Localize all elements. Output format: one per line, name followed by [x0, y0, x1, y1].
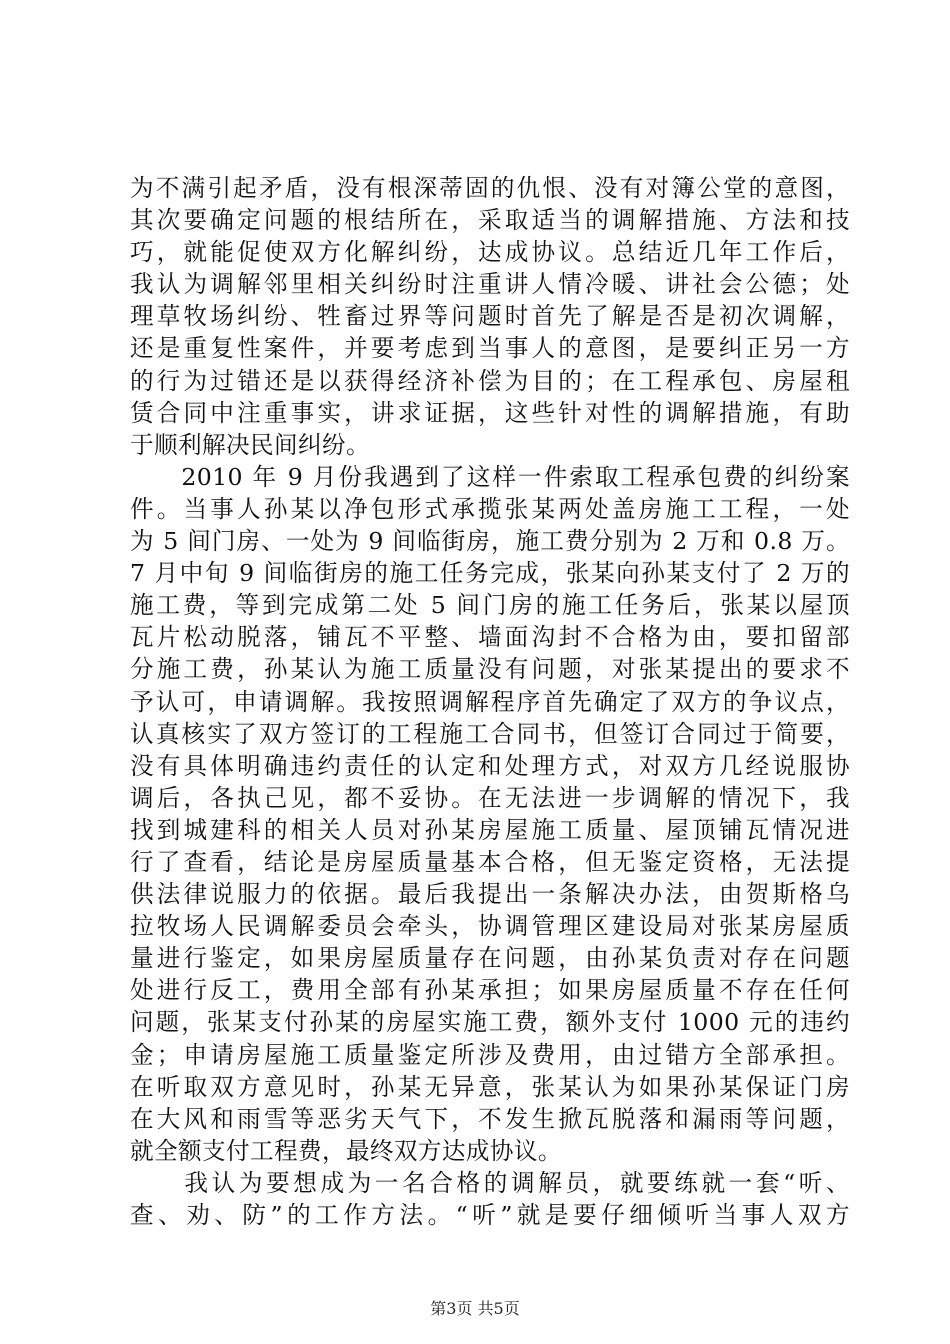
text-line: 就全额支付工程费，最终双方达成协议。	[130, 1136, 562, 1165]
text-line: 我认为要想成为一名合格的调解员，就要练就一套“听、	[130, 1168, 850, 1197]
text-line: 巧，就能促使双方化解纠纷，达成协议。总结近几年工作后，	[130, 238, 850, 267]
text-line: 量进行鉴定，如果房屋质量存在问题，由孙某负责对存在问题	[130, 944, 850, 973]
text-line: 瓦片松动脱落，铺瓦不平整、墙面沟封不合格为由，要扣留部	[130, 623, 850, 652]
text-line: 调后，各执己见，都不妥协。在无法进一步调解的情况下，我	[130, 783, 850, 812]
text-line: 7 月中旬 9 间临街房的施工任务完成，张某向孙某支付了 2 万的	[130, 559, 850, 588]
text-line: 2010 年 9 月份我遇到了这样一件索取工程承包费的纠纷案	[130, 462, 850, 491]
text-line: 为 5 间门房、一处为 9 间临街房，施工费分别为 2 万和 0.8 万。	[130, 527, 850, 556]
text-line: 施工费，等到完成第二处 5 间门房的施工任务后，张某以屋顶	[130, 591, 850, 620]
text-line: 的行为过错还是以获得经济补偿为目的；在工程承包、房屋租	[130, 366, 850, 395]
body-text	[130, 172, 850, 1231]
text-line: 赁合同中注重事实，讲求证据，这些针对性的调解措施，有助	[130, 398, 850, 427]
text-line: 认真核实了双方签订的工程施工合同书，但签订合同过于简要，	[130, 719, 850, 748]
text-line: 为不满引起矛盾，没有根深蒂固的仇恨、没有对簿公堂的意图，	[130, 174, 850, 202]
text-line: 处进行反工，费用全部有孙某承担；如果房屋质量不存在任何	[130, 976, 850, 1005]
text-line: 查、劝、防”的工作方法。“听”就是要仔细倾听当事人双方	[130, 1201, 850, 1229]
text-line: 我认为调解邻里相关纠纷时注重讲人情冷暖、讲社会公德；处	[130, 270, 850, 299]
text-line: 没有具体明确违约责任的认定和处理方式，对双方几经说服协	[130, 751, 850, 780]
text-line: 找到城建科的相关人员对孙某房屋施工质量、屋顶铺瓦情况进	[130, 815, 850, 844]
text-line: 行了查看，结论是房屋质量基本合格，但无鉴定资格，无法提	[130, 847, 850, 876]
text-line: 其次要确定问题的根结所在，采取适当的调解措施、方法和技	[130, 206, 850, 235]
text-line: 在听取双方意见时，孙某无异意，张某认为如果孙某保证门房	[130, 1072, 850, 1101]
text-line: 供法律说服力的依据。最后我提出一条解决办法，由贺斯格乌	[130, 880, 850, 909]
page-footer: 第3页 共5页	[430, 1299, 520, 1318]
text-line: 理草牧场纠纷、牲畜过界等问题时首先了解是否是初次调解，	[130, 302, 850, 331]
text-line: 还是重复性案件，并要考虑到当事人的意图，是要纠正另一方	[130, 334, 850, 363]
text-line: 在大风和雨雪等恶劣天气下，不发生掀瓦脱落和漏雨等问题，	[130, 1104, 850, 1133]
text-line: 金；申请房屋施工质量鉴定所涉及费用，由过错方全部承担。	[130, 1040, 850, 1069]
text-line: 予认可，申请调解。我按照调解程序首先确定了双方的争议点，	[130, 687, 850, 716]
text-line: 件。当事人孙某以净包形式承揽张某两处盖房施工工程，一处	[130, 494, 850, 523]
text-line: 分施工费，孙某认为施工质量没有问题，对张某提出的要求不	[130, 655, 850, 684]
text-line: 拉牧场人民调解委员会牵头，协调管理区建设局对张某房屋质	[130, 912, 850, 941]
text-line: 问题，张某支付孙某的房屋实施工费，额外支付 1000 元的违约	[130, 1008, 850, 1037]
text-line: 于顺利解决民间纠纷。	[130, 430, 370, 459]
